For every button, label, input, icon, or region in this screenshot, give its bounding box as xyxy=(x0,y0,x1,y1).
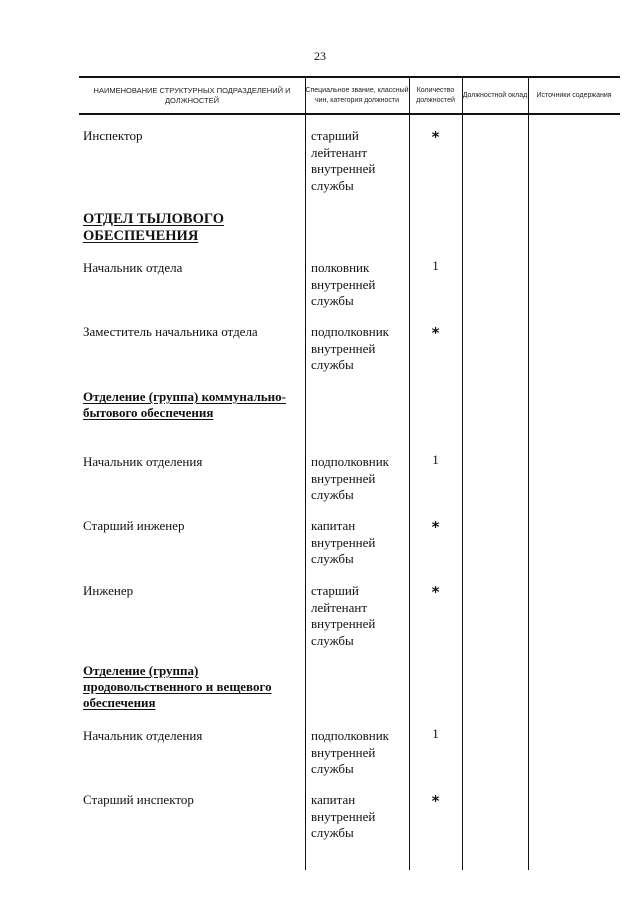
position-name: Заместитель начальника отдела xyxy=(83,324,258,339)
position-count: * xyxy=(431,324,440,342)
staff-table xyxy=(79,76,620,870)
column-divider xyxy=(528,76,529,870)
position-count: 1 xyxy=(432,452,439,467)
position-count: * xyxy=(431,792,440,810)
position-name: Инженер xyxy=(83,583,134,598)
column-divider xyxy=(462,76,463,870)
position-rank: старший лейтенант внутренней службы xyxy=(311,128,376,193)
position-rank: капитан внутренней службы xyxy=(311,518,376,566)
section-heading: ОТДЕЛ ТЫЛОВОГО ОБЕСПЕЧЕНИЯ xyxy=(83,211,225,244)
header-bottom-rule xyxy=(79,113,620,115)
position-name: Старший инспектор xyxy=(83,792,194,807)
position-count: * xyxy=(431,128,440,146)
position-count: 1 xyxy=(432,726,439,741)
section-heading: Отделение (группа) коммунально-бытового обеспечения xyxy=(83,389,286,420)
position-rank: подполковник внутренней службы xyxy=(311,728,389,776)
position-name: Инспектор xyxy=(83,128,143,143)
column-header-rank: Специальное звание, классный чин, категория должности xyxy=(305,87,409,104)
page-number: 23 xyxy=(314,49,326,63)
position-name: Старший инженер xyxy=(83,518,185,533)
position-rank: подполковник внутренней службы xyxy=(311,454,389,502)
table-top-rule xyxy=(79,76,620,78)
column-divider xyxy=(305,76,306,870)
position-count: 1 xyxy=(432,258,439,273)
column-header-salary: Должностной оклад xyxy=(462,92,528,99)
position-count: * xyxy=(431,583,440,601)
column-divider xyxy=(409,76,410,870)
column-header-count: Количество должностей xyxy=(416,87,455,104)
position-name: Начальник отделения xyxy=(83,728,203,743)
section-heading: Отделение (группа) продовольственного и вещевого обеспечения xyxy=(83,663,272,710)
position-rank: старший лейтенант внутренней службы xyxy=(311,583,376,648)
column-header-source: Источники содержания xyxy=(536,92,612,99)
position-rank: полковник внутренней службы xyxy=(311,260,376,308)
column-header-name: НАИМЕНОВАНИЕ СТРУКТУРНЫХ ПОДРАЗДЕЛЕНИЙ И ДОЛЖНОСТЕЙ xyxy=(93,86,291,105)
position-rank: подполковник внутренней службы xyxy=(311,324,389,372)
position-rank: капитан внутренней службы xyxy=(311,792,376,840)
position-count: * xyxy=(431,518,440,536)
position-name: Начальник отделения xyxy=(83,454,203,469)
position-name: Начальник отдела xyxy=(83,260,183,275)
